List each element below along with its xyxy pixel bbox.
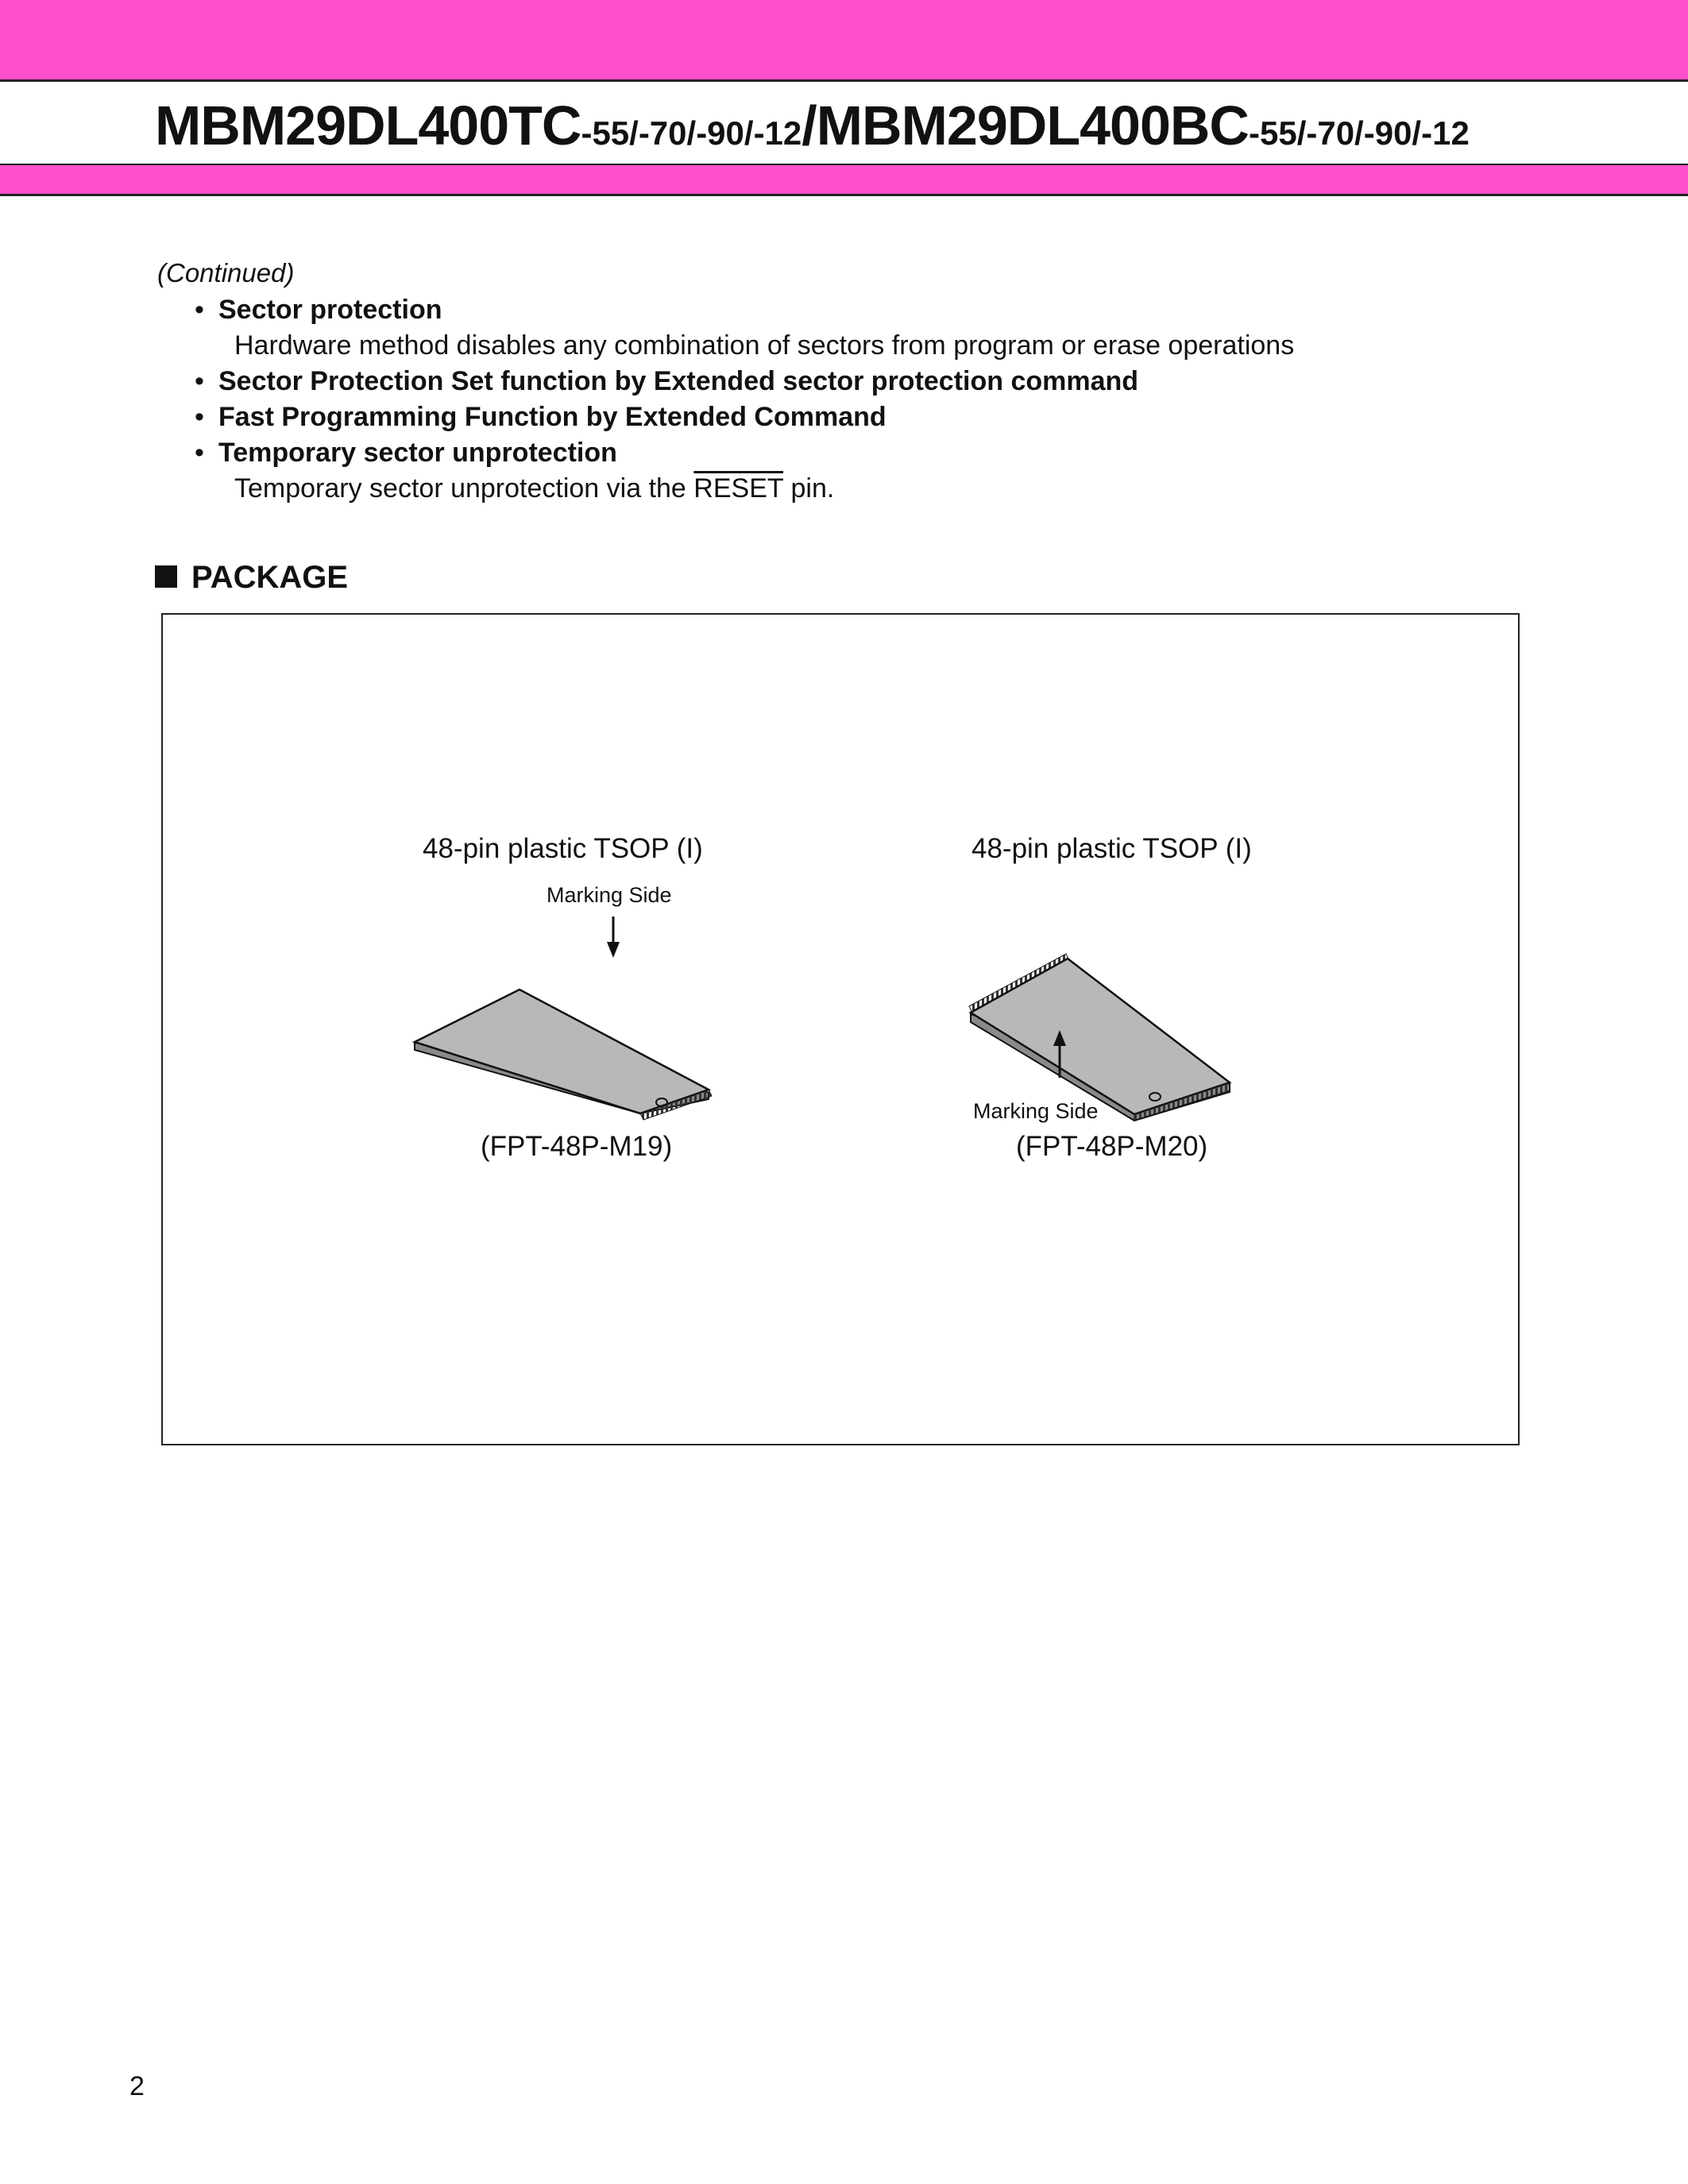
continued-note: (Continued): [157, 258, 295, 287]
feature-item: [195, 292, 1294, 364]
reset-signal-name: RESET: [693, 473, 784, 504]
description-text: pin.: [783, 473, 835, 504]
package-name-m19: 48-pin plastic TSOP (I): [423, 833, 703, 864]
feature-description: Hardware method disables any combination of sectors from program or erase operations: [234, 330, 1295, 361]
package-figure-frame: [161, 613, 1520, 1445]
package-section-heading: [155, 560, 348, 596]
feature-list: [195, 292, 1294, 507]
chip-top-m20: [971, 959, 1230, 1114]
bullet-glyph: •: [195, 295, 204, 325]
title-speed-suffix-bottom: -55/-70/-90/-12: [1248, 114, 1470, 152]
feature-label: Temporary sector unprotection: [218, 438, 617, 468]
description-text: Temporary sector unprotection via the: [234, 473, 694, 504]
feature-label: Sector protection: [218, 295, 442, 325]
header-band-top: [0, 0, 1688, 82]
title-separator: /: [802, 95, 817, 156]
title-speed-suffix-top: -55/-70/-90/-12: [581, 114, 802, 152]
title-part-bottom-boot: MBM29DL400BC: [816, 95, 1249, 156]
marking-arrow-head-m19: [607, 942, 620, 958]
marking-side-label-m20: Marking Side: [973, 1099, 1099, 1123]
feature-description: [195, 471, 1294, 507]
feature-label: Sector Protection Set function by Extended sector protection command: [218, 366, 1139, 396]
feature-item: [195, 399, 1294, 435]
header-band-bottom: [0, 164, 1688, 196]
title-part-top-boot: MBM29DL400TC: [155, 95, 581, 156]
marking-side-label-m19: Marking Side: [547, 883, 672, 907]
package-name-m20: 48-pin plastic TSOP (I): [971, 833, 1252, 864]
chip-top-m19: [415, 990, 709, 1113]
bullet-glyph: •: [195, 402, 204, 432]
feature-label: Fast Programming Function by Extended Command: [218, 402, 886, 432]
document-title: [155, 94, 1470, 157]
bullet-glyph: •: [195, 438, 204, 468]
page-number: 2: [129, 2071, 145, 2101]
square-bullet-icon: [155, 565, 177, 588]
package-code-m19: (FPT-48P-M19): [481, 1131, 673, 1162]
bullet-glyph: •: [195, 366, 204, 396]
package-heading-text: PACKAGE: [191, 560, 349, 595]
feature-item: [195, 435, 1294, 507]
tsop-chip-m19-illustration: [413, 909, 747, 1107]
feature-item: [195, 364, 1294, 399]
package-code-m20: (FPT-48P-M20): [1016, 1131, 1208, 1162]
